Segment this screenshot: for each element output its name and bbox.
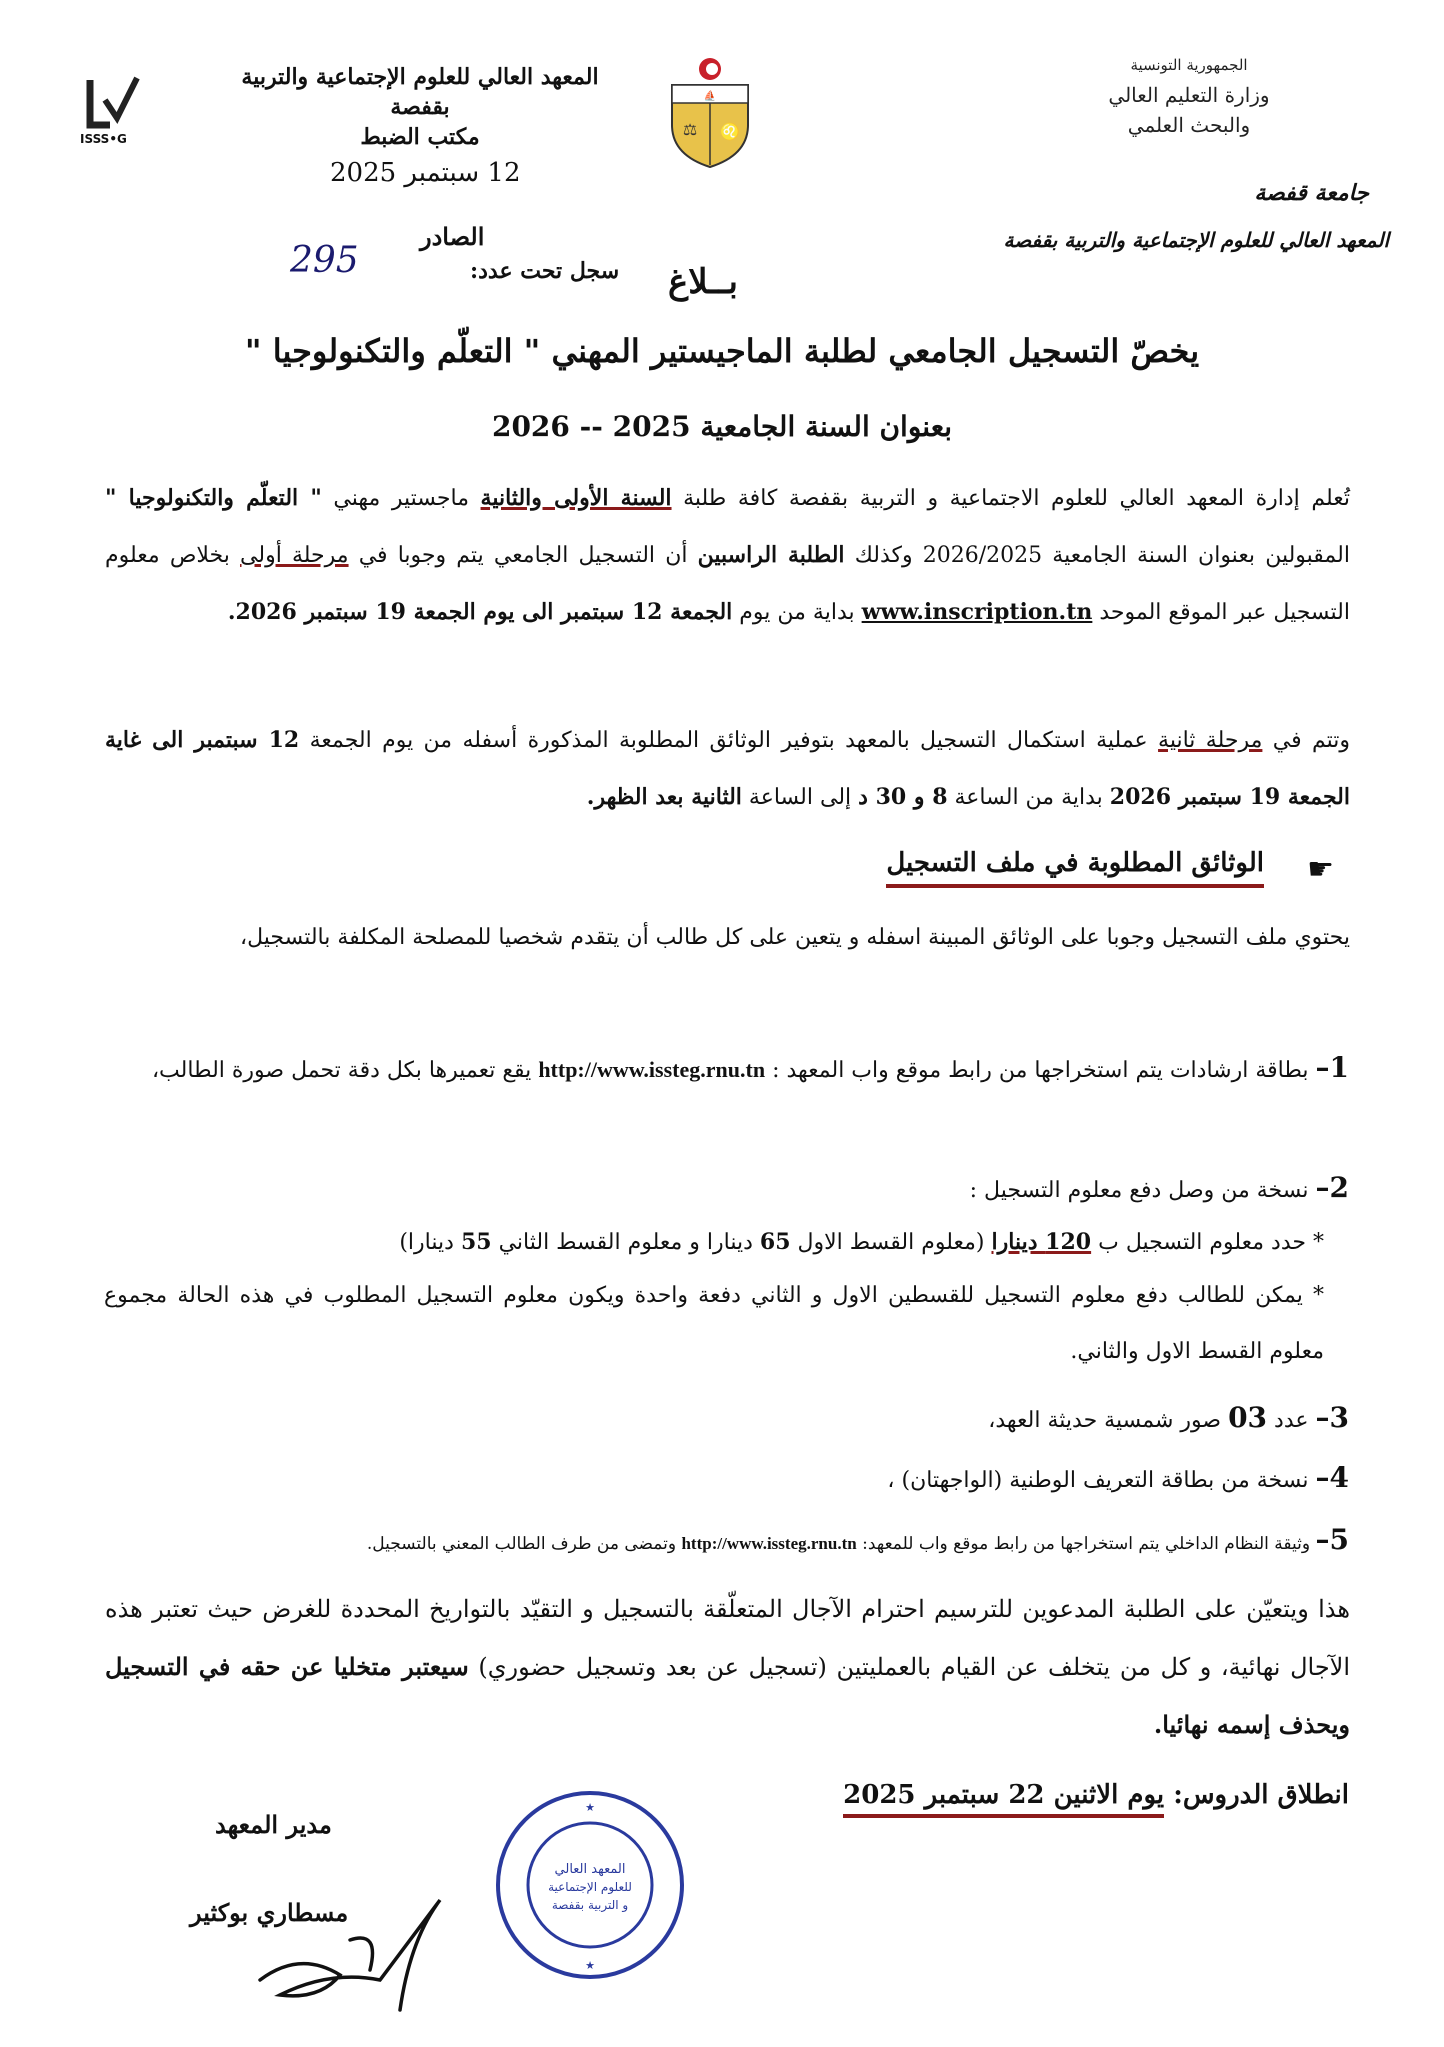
item-text-b: وتمضى من طرف الطالب المعني بالتسجيل. (366, 1534, 677, 1554)
paragraph-2 (105, 712, 1350, 826)
ministry-line1: وزارة التعليم العالي (1108, 83, 1270, 107)
item-text-b: صور شمسية حديثة العهد، (988, 1408, 1222, 1433)
svg-text:المعهد العالي: المعهد العالي (554, 1862, 626, 1877)
section-intro: يحتوي ملف التسجيل وجوبا على الوثائق المبينة اسفله و يتعين على كل طالب أن يتقدم شخصيا للمصلحة المكلفة بالتسجيل، (239, 925, 1350, 950)
fee-text-c: (معلوم القسط الاول (797, 1230, 985, 1255)
item-text: عدد (1274, 1408, 1309, 1433)
item-text-b: يقع تعميرها بكل دقة تحمل صورة الطالب، (151, 1058, 532, 1083)
p1-text-j: بداية من يوم (739, 600, 855, 625)
notice-heading: بــلاغ (668, 262, 738, 302)
start-label: انطلاق الدروس: (1173, 1780, 1349, 1810)
fee-text-e: دينارا و معلوم القسط الثاني (498, 1230, 753, 1255)
item-number: 5– (1315, 1523, 1349, 1556)
p1-text-c: ماجستير مهني (333, 486, 469, 511)
republic-text: الجمهورية التونسية (1130, 56, 1248, 74)
classes-start (843, 1780, 1349, 1810)
fee-detail (104, 1214, 1324, 1271)
p2-text-c: عملية استكمال التسجيل بالمعهد بتوفير الوثائق المطلوبة المذكورة أسفله من يوم الجمعة (309, 728, 1148, 753)
fee-first: 65 (759, 1229, 791, 1255)
institute-logo-icon (75, 70, 155, 160)
section-title: الوثائق المطلوبة في ملف التسجيل (886, 848, 1264, 888)
item-number: 2– (1315, 1171, 1349, 1204)
p2-time-start: 8 و 30 د (858, 784, 948, 810)
p1-text-e: المقبولين بعنوان السنة الجامعية 2026/2025 وكذلك (854, 543, 1350, 568)
photo-count: 03 (1228, 1401, 1268, 1434)
registration-number: 295 (290, 240, 359, 281)
header-ministry (989, 50, 1389, 140)
fee-total: 120 دينارا (991, 1229, 1092, 1255)
svg-text:★: ★ (585, 1959, 595, 1972)
closing-paragraph (105, 1580, 1350, 1754)
p2-time-end: الثانية بعد الظهر. (586, 784, 742, 810)
p2-text-g: إلى الساعة (748, 785, 852, 810)
document-date: 12 سبتمبر 2025 (330, 158, 521, 188)
svg-text:و التربية بقفصة: و التربية بقفصة (551, 1898, 629, 1912)
ministry-line2: والبحث العلمي (1127, 113, 1251, 137)
p1-years: السنة الأولى والثانية (480, 485, 672, 511)
svg-text:للعلوم الإجتماعية: للعلوم الإجتماعية (548, 1880, 632, 1894)
tunisia-emblem-icon (660, 55, 760, 170)
institute-name-top: المعهد العالي للعلوم الإجتماعية والتربية بقفصة (241, 64, 599, 120)
outgoing-label: الصادر (420, 222, 485, 251)
p2-text-e: بداية من الساعة (954, 785, 1103, 810)
p2-dates: 12 سبتمبر الى غاية الجمعة 19 سبتمبر 2026 (105, 727, 1350, 810)
svg-text:♌: ♌ (720, 122, 740, 141)
fee-text-a: * حدد معلوم التسجيل ب (1098, 1230, 1324, 1255)
p2-phase-two: مرحلة ثانية (1158, 728, 1263, 753)
list-item (104, 1512, 1349, 1572)
university-name: جامعة قفصة (1254, 180, 1369, 206)
institute-link[interactable]: http://www.issteg.rnu.tn (538, 1057, 766, 1082)
item-number: 3– (1315, 1401, 1349, 1434)
p1-repeaters: الطلبة الراسبين (697, 542, 845, 568)
institute-name-right: المعهد العالي للعلوم الإجتماعية والتربية بقفصة (1003, 228, 1389, 252)
list-item (104, 1390, 1349, 1449)
official-stamp-icon (490, 1785, 690, 1985)
director-name: مسطاري بوكثير (190, 1898, 349, 1927)
item-text: بطاقة ارشادات يتم استخراجها من رابط موقع واب المعهد : (772, 1058, 1309, 1083)
item-text: وثيقة النظام الداخلي يتم استخراجها من رابط موقع واب للمعهد: (862, 1534, 1311, 1554)
p1-phase-one: مرحلة أولى (240, 543, 349, 568)
item-text: نسخة من وصل دفع معلوم التسجيل : (969, 1178, 1309, 1203)
svg-text:⚖: ⚖ (682, 120, 698, 139)
registered-label: سجل تحت عدد: (470, 258, 620, 284)
signature-icon (240, 1880, 500, 2020)
logo-text: ISSS•G (80, 132, 127, 146)
paragraph-1 (105, 470, 1350, 641)
fee-text-g: دينارا) (399, 1230, 454, 1255)
p1-dates: الجمعة 12 سبتمبر الى يوم الجمعة 19 سبتمبر 2026. (227, 599, 733, 625)
svg-text:★: ★ (585, 1801, 595, 1814)
item-number: 1– (1315, 1051, 1349, 1084)
list-item (104, 1160, 1349, 1219)
fee-option: * يمكن للطالب دفع معلوم التسجيل للقسطين الاول و الثاني دفعة واحدة ويكون معلوم التسجيل المطلوب في هذه الحالة مجموع معلوم القسط الاول والثاني. (104, 1283, 1324, 1364)
p1-program: " التعلّم والتكنولوجيا " (105, 485, 322, 511)
item-number: 4– (1315, 1461, 1349, 1494)
office-name: مكتب الضبط (360, 124, 480, 150)
pointing-hand-icon: ☛ (1307, 852, 1334, 887)
closing-text: هذا ويتعيّن على الطلبة المدعوين للترسيم احترام الآجال المتعلّقة بالتسجيل و التقيّد بالتواريخ المحددة للغرض حيث تعتبر هذه الآجال نهائية، و كل من يتخلف عن القيام بالعمليتين (تسجيل عن بعد وتسجيل حضوري) (105, 1595, 1351, 1681)
item-text: نسخة من بطاقة التعريف الوطنية (الواجهتان) ، (887, 1468, 1309, 1493)
fee-second: 55 (460, 1229, 492, 1255)
p1-text-a: تُعلم إدارة المعهد العالي للعلوم الاجتماعية و التربية بقفصة كافة طلبة (683, 486, 1350, 511)
p2-text-a: وتتم في (1272, 728, 1351, 753)
inscription-link[interactable]: www.inscription.tn (861, 599, 1093, 625)
svg-text:⛵: ⛵ (703, 91, 717, 102)
closing-warning: سيعتبر متخليا عن حقه في التسجيل ويحذف إسمه نهائيا. (105, 1652, 1350, 1739)
institute-header (230, 62, 610, 152)
director-title: مدير المعهد (215, 1810, 332, 1839)
document-title: يخصّ التسجيل الجامعي لطلبة الماجيستير المهني " التعلّم والتكنولوجيا " (244, 332, 1200, 370)
start-date: يوم الاثنين 22 سبتمبر 2025 (843, 1780, 1164, 1818)
institute-link[interactable]: http://www.issteg.rnu.tn (681, 1534, 857, 1553)
list-item (104, 1040, 1349, 1099)
p1-text-g: أن التسجيل الجامعي يتم وجوبا في (358, 543, 688, 568)
academic-year-title: بعنوان السنة الجامعية 2025 -- 2026 (491, 410, 953, 443)
p1-text-i: بخلاص معلوم التسجيل عبر الموقع الموحد (105, 543, 1350, 625)
list-item (104, 1450, 1349, 1509)
